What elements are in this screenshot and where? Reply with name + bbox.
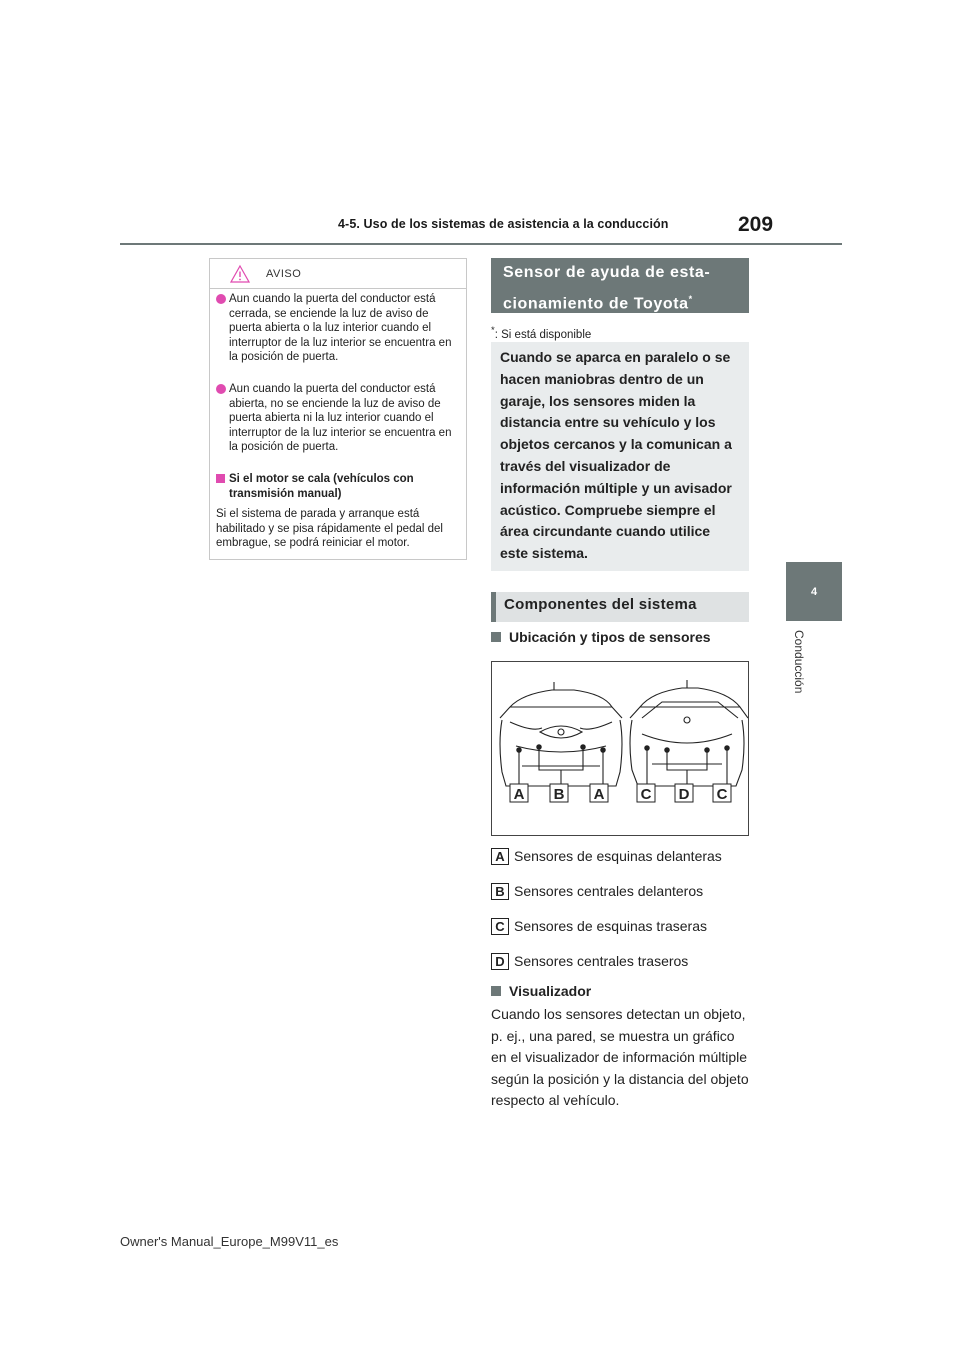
- chapter-number: 4: [810, 585, 818, 598]
- sensor-location-diagram: [491, 661, 749, 836]
- square-bullet-icon: [491, 986, 501, 996]
- footer-text: Owner's Manual_Europe_M99V11_es: [120, 1234, 339, 1249]
- chapter-name: Conducción: [792, 630, 806, 694]
- warning-subsection: [216, 472, 460, 501]
- diagram-label: C: [640, 786, 652, 803]
- warning-box: [209, 258, 467, 560]
- warning-subsection-title: Si el motor se cala (vehículos con transmisión manual): [229, 473, 414, 500]
- section-title: 4-5. Uso de los sistemas de asistencia a la conducción: [338, 217, 669, 231]
- square-bullet-icon: [216, 474, 225, 483]
- location-heading: Ubicación y tipos de sensores: [491, 629, 711, 645]
- legend-item-b: B Sensores centrales delanteros: [491, 882, 703, 900]
- diagram-label: B: [553, 786, 565, 803]
- legend-item-a: A Sensores de esquinas delanteras: [491, 847, 722, 865]
- header-rule: [120, 243, 842, 245]
- page-number: 209: [738, 213, 774, 236]
- bullet-dot-icon: [216, 384, 226, 394]
- bullet-dot-icon: [216, 294, 226, 304]
- diagram-label: C: [716, 786, 728, 803]
- warning-item: Aun cuando la puerta del conductor está abierta, no se enciende la luz de aviso de puerta abierta ni la luz interior cuando el interruptor de la luz interior se encuentra en la posición de puerta.: [216, 382, 460, 455]
- components-title: Componentes del sistema: [491, 592, 749, 622]
- display-description: Cuando los sensores detectan un objeto, p. ej., una pared, se muestra un gráfico en el visualizador de información múltiple según la posición y la distancia del objeto respecto al vehículo.: [491, 1006, 749, 1108]
- diagram-label: A: [513, 786, 525, 803]
- car-diagram: [492, 662, 748, 835]
- warning-subsection-text: Si el sistema de parada y arranque está habilitado y se pisa rápidamente el pedal del embrague, se podrá reiniciar el motor.: [216, 508, 443, 549]
- sensor-section-title: Sensor de ayuda de esta- cionamiento de Toyota*: [491, 258, 749, 313]
- intro-box: Cuando se aparca en paralelo o se hacen maniobras dentro de un garaje, los sensores miden la distancia entre su vehículo y los objetos cercanos y la comunican a través del visualizador de información múltiple y un avisador acústico. Compruebe siempre el área circundante cuando utilice este sistema.: [491, 342, 749, 571]
- warning-item: Aun cuando la puerta del conductor está cerrada, se enciende la luz de aviso de puerta abierta o la luz interior cuando el interruptor de la luz interior se encuentra en la posición de puerta.: [216, 292, 460, 365]
- legend-item-d: D Sensores centrales traseros: [491, 952, 688, 970]
- availability-footnote: *: Si está disponible: [491, 325, 592, 341]
- warning-title: AVISO: [266, 267, 302, 280]
- title-asterisk: *: [688, 294, 693, 304]
- legend-item-c: C Sensores de esquinas traseras: [491, 917, 707, 935]
- diagram-label: A: [593, 786, 605, 803]
- warning-triangle-icon: [230, 264, 250, 284]
- display-heading: Visualizador: [491, 983, 591, 999]
- square-bullet-icon: [491, 632, 501, 642]
- warning-header: [210, 259, 466, 289]
- diagram-label: D: [678, 786, 690, 803]
- chapter-tab: [786, 562, 842, 621]
